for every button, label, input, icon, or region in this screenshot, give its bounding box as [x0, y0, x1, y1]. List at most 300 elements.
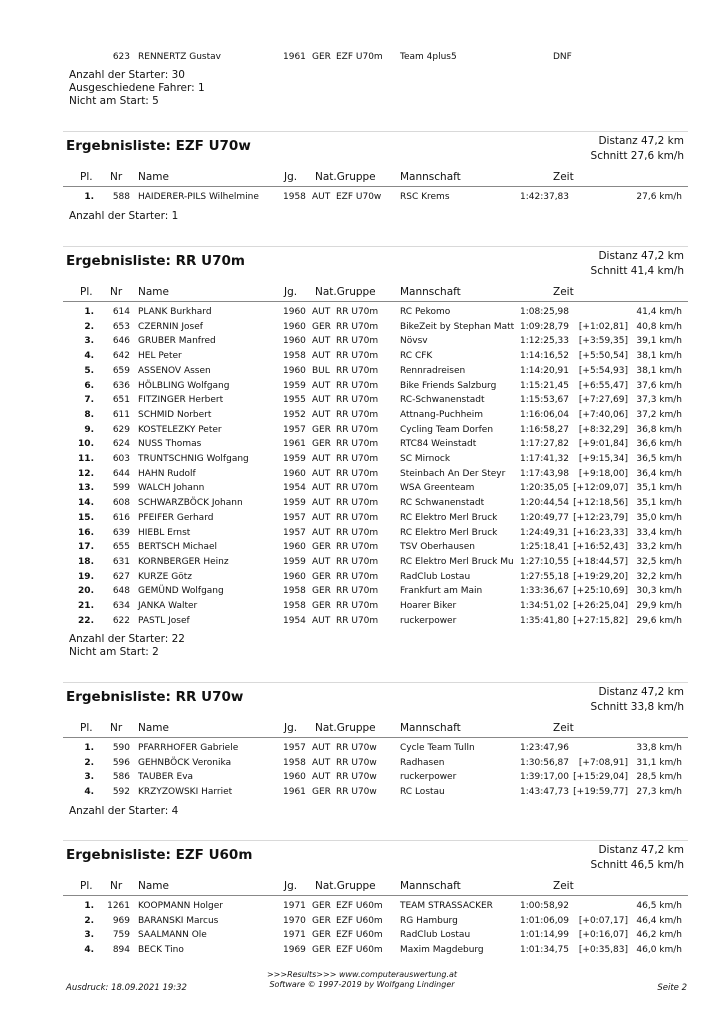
- starter-count: Anzahl der Starter: 1: [69, 209, 179, 222]
- time: 1:33:36,67: [520, 586, 570, 597]
- time-gap: [+0:35,83]: [578, 945, 628, 956]
- place: 11.: [78, 454, 94, 464]
- average-speed-label: Schnitt 27,6 km/h: [590, 150, 684, 162]
- start-number: 636: [112, 380, 130, 391]
- speed: 46,4 km/h: [636, 915, 682, 926]
- col-nr: Nr: [110, 722, 123, 734]
- place: 1.: [84, 743, 94, 753]
- col-jg: Jg.: [284, 171, 298, 183]
- speed: 41,4 km/h: [636, 307, 682, 317]
- nation: AUT: [312, 772, 331, 783]
- col-natgruppe: Nat.Gruppe: [315, 286, 376, 298]
- start-number: 623: [112, 52, 130, 62]
- birth-year: 1960: [283, 336, 306, 347]
- rider-name: RENNERTZ Gustav: [138, 52, 221, 62]
- group: RR U70w: [336, 787, 377, 798]
- time-gap: [+8:32,29]: [578, 424, 628, 435]
- start-number: 655: [112, 542, 130, 553]
- nation: GER: [312, 424, 331, 435]
- time: 1:01:14,99: [520, 930, 570, 941]
- birth-year: 1970: [283, 915, 306, 926]
- team: BikeZeit by Stephan Matt: [400, 321, 515, 332]
- team: TSV Oberhausen: [400, 542, 475, 553]
- start-number: 659: [112, 365, 130, 376]
- time-gap: [+9:18,00]: [578, 468, 628, 479]
- rider-name: BERTSCH Michael: [138, 542, 218, 553]
- birth-year: 1961: [283, 52, 306, 62]
- group: RR U70m: [336, 601, 379, 611]
- team: RC Elektro Merl Bruck: [400, 512, 498, 523]
- col-zeit: Zeit: [553, 880, 574, 892]
- rider-name: TAUBER Eva: [138, 772, 194, 783]
- time-gap: [+16:23,33]: [573, 527, 628, 538]
- birth-year: 1954: [283, 615, 306, 626]
- speed: 38,1 km/h: [636, 351, 682, 362]
- team: RadClub Lostau: [400, 571, 471, 582]
- start-number: 646: [112, 336, 130, 347]
- time-gap: [+25:10,69]: [573, 586, 628, 597]
- time: 1:20:44,54: [520, 498, 570, 509]
- nation: GER: [312, 601, 331, 611]
- birth-year: 1959: [283, 556, 306, 567]
- group: RR U70w: [336, 743, 377, 753]
- speed: 32,5 km/h: [636, 556, 682, 567]
- speed: 37,6 km/h: [636, 380, 682, 391]
- birth-year: 1969: [283, 945, 306, 956]
- start-number: 608: [112, 498, 130, 509]
- time: 1:09:28,79: [520, 321, 570, 332]
- col-natgruppe: Nat.Gruppe: [315, 880, 376, 892]
- time: 1:35:41,80: [520, 615, 570, 626]
- place: 7.: [84, 395, 94, 406]
- team: Bike Friends Salzburg: [400, 380, 497, 391]
- team: RC Lostau: [400, 787, 445, 798]
- birth-year: 1957: [283, 424, 306, 435]
- not-started-count: Nicht am Start: 5: [69, 95, 159, 107]
- col-name: Name: [138, 722, 169, 734]
- speed: 36,4 km/h: [636, 468, 682, 479]
- section-divider: [63, 246, 688, 247]
- time-gap: [+0:07,17]: [578, 915, 628, 926]
- col-name: Name: [138, 880, 169, 892]
- speed: 38,1 km/h: [636, 365, 682, 376]
- time-gap: [+12:23,79]: [573, 512, 628, 523]
- place: 2.: [84, 321, 94, 332]
- place: 1.: [84, 192, 94, 202]
- birth-year: 1959: [283, 498, 306, 509]
- time: 1:12:25,33: [520, 336, 570, 347]
- nation: GER: [312, 915, 331, 926]
- col-nr: Nr: [110, 286, 123, 298]
- group: RR U70m: [336, 468, 379, 479]
- group: RR U70m: [336, 542, 379, 553]
- group: RR U70m: [336, 454, 379, 464]
- start-number: 639: [112, 527, 130, 538]
- col-mannschaft: Mannschaft: [400, 171, 461, 183]
- time: 1:08:25,98: [520, 307, 570, 317]
- team: Növsv: [400, 336, 428, 347]
- not-started-count: Nicht am Start: 2: [69, 646, 159, 659]
- time: 1:17:27,82: [520, 439, 570, 450]
- distance-label: Distanz 47,2 km: [598, 686, 684, 698]
- header-underline: [63, 895, 688, 896]
- group: RR U70m: [336, 424, 379, 435]
- nation: GER: [312, 930, 331, 941]
- time: 1:14:20,91: [520, 365, 570, 376]
- group: EZF U60m: [336, 945, 383, 956]
- speed: 46,0 km/h: [636, 945, 682, 956]
- team: RSC Krems: [400, 192, 450, 202]
- time: 1:14:16,52: [520, 351, 570, 362]
- section-divider: [63, 840, 688, 841]
- rider-name: HAHN Rudolf: [138, 468, 196, 479]
- nation: AUT: [312, 527, 331, 538]
- start-number: 599: [112, 483, 130, 494]
- speed: 35,1 km/h: [636, 498, 682, 509]
- start-number: 616: [112, 512, 130, 523]
- time-gap: [+9:01,84]: [578, 439, 628, 450]
- time: 1:16:06,04: [520, 409, 570, 420]
- rider-name: SCHMID Norbert: [138, 409, 212, 420]
- rider-name: NUSS Thomas: [138, 439, 202, 450]
- birth-year: 1960: [283, 571, 306, 582]
- rider-name: KOSTELEZKY Peter: [138, 424, 222, 435]
- rider-name: HEL Peter: [138, 351, 182, 362]
- time-gap: [+9:15,34]: [578, 454, 628, 464]
- time: 1:42:37,83: [520, 192, 570, 202]
- rider-name: BECK Tino: [138, 945, 184, 956]
- nation: GER: [312, 439, 331, 450]
- team: Attnang-Puchheim: [400, 409, 484, 420]
- nation: GER: [312, 571, 331, 582]
- rider-name: SCHWARZBÖCK Johann: [138, 498, 243, 509]
- nation: AUT: [312, 351, 331, 362]
- group: RR U70m: [336, 336, 379, 347]
- rider-name: CZERNIN Josef: [138, 321, 203, 332]
- col-pl: Pl.: [80, 722, 93, 734]
- start-number: 631: [112, 556, 130, 567]
- speed: 36,8 km/h: [636, 424, 682, 435]
- time: 1:20:35,05: [520, 483, 570, 494]
- team: RTC84 Weinstadt: [400, 439, 477, 450]
- group: EZF U60m: [336, 901, 383, 911]
- place: 10.: [78, 439, 94, 450]
- speed: 27,6 km/h: [636, 192, 682, 202]
- group: RR U70m: [336, 395, 379, 406]
- col-pl: Pl.: [80, 171, 93, 183]
- group: RR U70m: [336, 321, 379, 332]
- birth-year: 1960: [283, 772, 306, 783]
- start-number: 644: [112, 468, 130, 479]
- place: 19.: [78, 571, 94, 582]
- page-number: Seite 2: [657, 983, 687, 993]
- birth-year: 1958: [283, 757, 306, 768]
- nation: AUT: [312, 498, 331, 509]
- time-gap: [+7:08,91]: [578, 757, 628, 768]
- group: RR U70m: [336, 351, 379, 362]
- team: Maxim Magdeburg: [400, 945, 484, 956]
- start-number: 1261: [107, 901, 130, 911]
- team: Radhasen: [400, 757, 445, 768]
- col-jg: Jg.: [284, 722, 298, 734]
- place: 15.: [78, 512, 94, 523]
- time-gap: [+5:50,54]: [578, 351, 628, 362]
- header-underline: [63, 186, 688, 187]
- start-number: 590: [112, 743, 130, 753]
- birth-year: 1952: [283, 409, 306, 420]
- time: 1:15:53,67: [520, 395, 570, 406]
- birth-year: 1957: [283, 512, 306, 523]
- section-divider: [63, 682, 688, 683]
- speed: 33,2 km/h: [636, 542, 682, 553]
- speed: 33,4 km/h: [636, 527, 682, 538]
- nation: AUT: [312, 192, 331, 202]
- speed: 39,1 km/h: [636, 336, 682, 347]
- rider-name: ASSENOV Assen: [138, 365, 211, 376]
- start-number: 603: [112, 454, 130, 464]
- group: RR U70m: [336, 380, 379, 391]
- rider-name: PLANK Burkhard: [138, 307, 212, 317]
- team: Frankfurt am Main: [400, 586, 483, 597]
- rider-name: TRUNTSCHNIG Wolfgang: [138, 454, 249, 464]
- time: 1:01:34,75: [520, 945, 570, 956]
- speed: 30,3 km/h: [636, 586, 682, 597]
- rider-name: PFARRHOFER Gabriele: [138, 743, 239, 753]
- place: 8.: [84, 409, 94, 420]
- col-mannschaft: Mannschaft: [400, 880, 461, 892]
- time: 1:16:58,27: [520, 424, 570, 435]
- group: RR U70m: [336, 615, 379, 626]
- col-jg: Jg.: [284, 286, 298, 298]
- start-number: 588: [112, 192, 130, 202]
- speed: 28,5 km/h: [636, 772, 682, 783]
- nation: GER: [312, 901, 331, 911]
- team: Steinbach An Der Steyr: [400, 468, 506, 479]
- starter-count: Anzahl der Starter: 4: [69, 804, 179, 817]
- start-number: 586: [112, 772, 130, 783]
- time-gap: [+27:15,82]: [573, 615, 628, 626]
- group: RR U70m: [336, 586, 379, 597]
- rider-name: WALCH Johann: [138, 483, 205, 494]
- birth-year: 1960: [283, 365, 306, 376]
- place: 3.: [84, 336, 94, 347]
- distance-label: Distanz 47,2 km: [598, 135, 684, 147]
- rider-name: KORNBERGER Heinz: [138, 556, 229, 567]
- rider-name: HIEBL Ernst: [138, 527, 191, 538]
- birth-year: 1960: [283, 542, 306, 553]
- speed: 35,1 km/h: [636, 483, 682, 494]
- group: RR U70w: [336, 772, 377, 783]
- place: 6.: [84, 380, 94, 391]
- birth-year: 1958: [283, 601, 306, 611]
- rider-name: GRUBER Manfred: [138, 336, 216, 347]
- group: EZF U70m: [336, 52, 383, 62]
- distance-label: Distanz 47,2 km: [598, 844, 684, 856]
- time: 1:20:49,77: [520, 512, 570, 523]
- col-mannschaft: Mannschaft: [400, 722, 461, 734]
- time-gap: [+1:02,81]: [578, 321, 628, 332]
- start-number: 651: [112, 395, 130, 406]
- nation: GER: [312, 321, 331, 332]
- time: 1:39:17,00: [520, 772, 570, 783]
- rider-name: HÖLBLING Wolfgang: [138, 380, 230, 391]
- average-speed-label: Schnitt 46,5 km/h: [590, 859, 684, 871]
- nation: AUT: [312, 380, 331, 391]
- birth-year: 1960: [283, 321, 306, 332]
- place: 22.: [78, 615, 94, 626]
- speed: 36,5 km/h: [636, 454, 682, 464]
- time: DNF: [553, 52, 572, 62]
- col-zeit: Zeit: [553, 286, 574, 298]
- team: RC Elektro Merl Bruck Mu: [400, 556, 514, 567]
- place: 16.: [78, 527, 94, 538]
- col-mannschaft: Mannschaft: [400, 286, 461, 298]
- rider-name: GEHNBÖCK Veronika: [138, 757, 232, 768]
- time: 1:25:18,41: [520, 542, 570, 553]
- birth-year: 1958: [283, 351, 306, 362]
- team: RadClub Lostau: [400, 930, 471, 941]
- group: RR U70m: [336, 307, 379, 317]
- group: RR U70m: [336, 571, 379, 582]
- nation: AUT: [312, 409, 331, 420]
- group: RR U70m: [336, 498, 379, 509]
- birth-year: 1971: [283, 930, 306, 941]
- col-zeit: Zeit: [553, 171, 574, 183]
- time-gap: [+16:52,43]: [573, 542, 628, 553]
- col-pl: Pl.: [80, 286, 93, 298]
- time-gap: [+7:27,69]: [578, 395, 628, 406]
- software-credit: Software © 1997-2019 by Wolfgang Lindinger: [269, 980, 455, 989]
- col-zeit: Zeit: [553, 722, 574, 734]
- section-title: Ergebnisliste: RR U70w: [66, 689, 244, 705]
- time: 1:23:47,96: [520, 743, 570, 753]
- time-gap: [+12:09,07]: [573, 483, 628, 494]
- nation: AUT: [312, 307, 331, 317]
- team: WSA Greenteam: [400, 483, 475, 494]
- birth-year: 1971: [283, 901, 306, 911]
- place: 20.: [78, 586, 94, 597]
- group: EZF U70w: [336, 192, 382, 202]
- results-website: >>>Results>>> www.computerauswertung.at: [266, 970, 458, 979]
- place: 4.: [84, 945, 94, 956]
- birth-year: 1957: [283, 743, 306, 753]
- group: RR U70m: [336, 512, 379, 523]
- time-gap: [+6:55,47]: [578, 380, 628, 391]
- place: 2.: [84, 757, 94, 768]
- group: RR U70m: [336, 527, 379, 538]
- header-underline: [63, 737, 688, 738]
- place: 17.: [78, 542, 94, 553]
- rider-name: HAIDERER-PILS Wilhelmine: [138, 192, 259, 202]
- nation: AUT: [312, 454, 331, 464]
- time-gap: [+12:18,56]: [573, 498, 628, 509]
- col-nr: Nr: [110, 171, 123, 183]
- speed: 29,6 km/h: [636, 615, 682, 626]
- time-gap: [+19:59,77]: [573, 787, 628, 798]
- place: 4.: [84, 351, 94, 362]
- nation: AUT: [312, 556, 331, 567]
- starter-count: Anzahl der Starter: 22: [69, 633, 185, 646]
- place: 1.: [84, 901, 94, 911]
- nation: AUT: [312, 615, 331, 626]
- col-natgruppe: Nat.Gruppe: [315, 171, 376, 183]
- time-gap: [+18:44,57]: [573, 556, 628, 567]
- rider-name: PASTL Josef: [138, 615, 190, 626]
- speed: 31,1 km/h: [636, 757, 682, 768]
- start-number: 622: [112, 615, 130, 626]
- speed: 29,9 km/h: [636, 601, 682, 611]
- start-number: 653: [112, 321, 130, 332]
- time-gap: [+26:25,04]: [573, 601, 628, 611]
- col-nr: Nr: [110, 880, 123, 892]
- group: RR U70m: [336, 556, 379, 567]
- nation: AUT: [312, 336, 331, 347]
- time: 1:17:41,32: [520, 454, 570, 464]
- start-number: 596: [112, 757, 130, 768]
- section-divider: [63, 131, 688, 132]
- average-speed-label: Schnitt 33,8 km/h: [590, 701, 684, 713]
- speed: 40,8 km/h: [636, 321, 682, 332]
- time: 1:17:43,98: [520, 468, 570, 479]
- place: 1.: [84, 307, 94, 317]
- speed: 37,2 km/h: [636, 409, 682, 420]
- place: 5.: [84, 365, 94, 376]
- group: RR U70m: [336, 365, 379, 376]
- group: RR U70m: [336, 439, 379, 450]
- nation: BUL: [312, 365, 330, 376]
- rider-name: SAALMANN Ole: [138, 930, 207, 941]
- start-number: 611: [112, 409, 130, 420]
- section-title: Ergebnisliste: EZF U70w: [66, 138, 251, 154]
- team: RC Schwanenstadt: [400, 498, 485, 509]
- print-date: Ausdruck: 18.09.2021 19:32: [66, 983, 187, 993]
- nation: AUT: [312, 483, 331, 494]
- nation: AUT: [312, 743, 331, 753]
- speed: 32,2 km/h: [636, 571, 682, 582]
- birth-year: 1961: [283, 439, 306, 450]
- speed: 36,6 km/h: [636, 439, 682, 450]
- start-number: 648: [112, 586, 130, 597]
- speed: 35,0 km/h: [636, 512, 682, 523]
- team: RG Hamburg: [400, 915, 458, 926]
- starter-count: Anzahl der Starter: 30: [69, 69, 185, 81]
- average-speed-label: Schnitt 41,4 km/h: [590, 265, 684, 277]
- nation: GER: [312, 542, 331, 553]
- rider-name: KURZE Götz: [138, 571, 192, 582]
- start-number: 894: [112, 945, 130, 956]
- speed: 33,8 km/h: [636, 743, 682, 753]
- time-gap: [+19:29,20]: [573, 571, 628, 582]
- start-number: 629: [112, 424, 130, 435]
- team: ruckerpower: [400, 615, 457, 626]
- birth-year: 1960: [283, 307, 306, 317]
- team: TEAM STRASSACKER: [400, 901, 493, 911]
- nation: AUT: [312, 757, 331, 768]
- birth-year: 1958: [283, 192, 306, 202]
- start-number: 592: [112, 787, 130, 798]
- team: Team 4plus5: [400, 52, 457, 62]
- team: RC Elektro Merl Bruck: [400, 527, 498, 538]
- speed: 37,3 km/h: [636, 395, 682, 406]
- rider-name: PFEIFER Gerhard: [138, 512, 214, 523]
- rider-name: BARANSKI Marcus: [138, 915, 219, 926]
- group: EZF U60m: [336, 915, 383, 926]
- col-pl: Pl.: [80, 880, 93, 892]
- nation: GER: [312, 945, 331, 956]
- time: 1:30:56,87: [520, 757, 570, 768]
- birth-year: 1954: [283, 483, 306, 494]
- start-number: 614: [112, 307, 130, 317]
